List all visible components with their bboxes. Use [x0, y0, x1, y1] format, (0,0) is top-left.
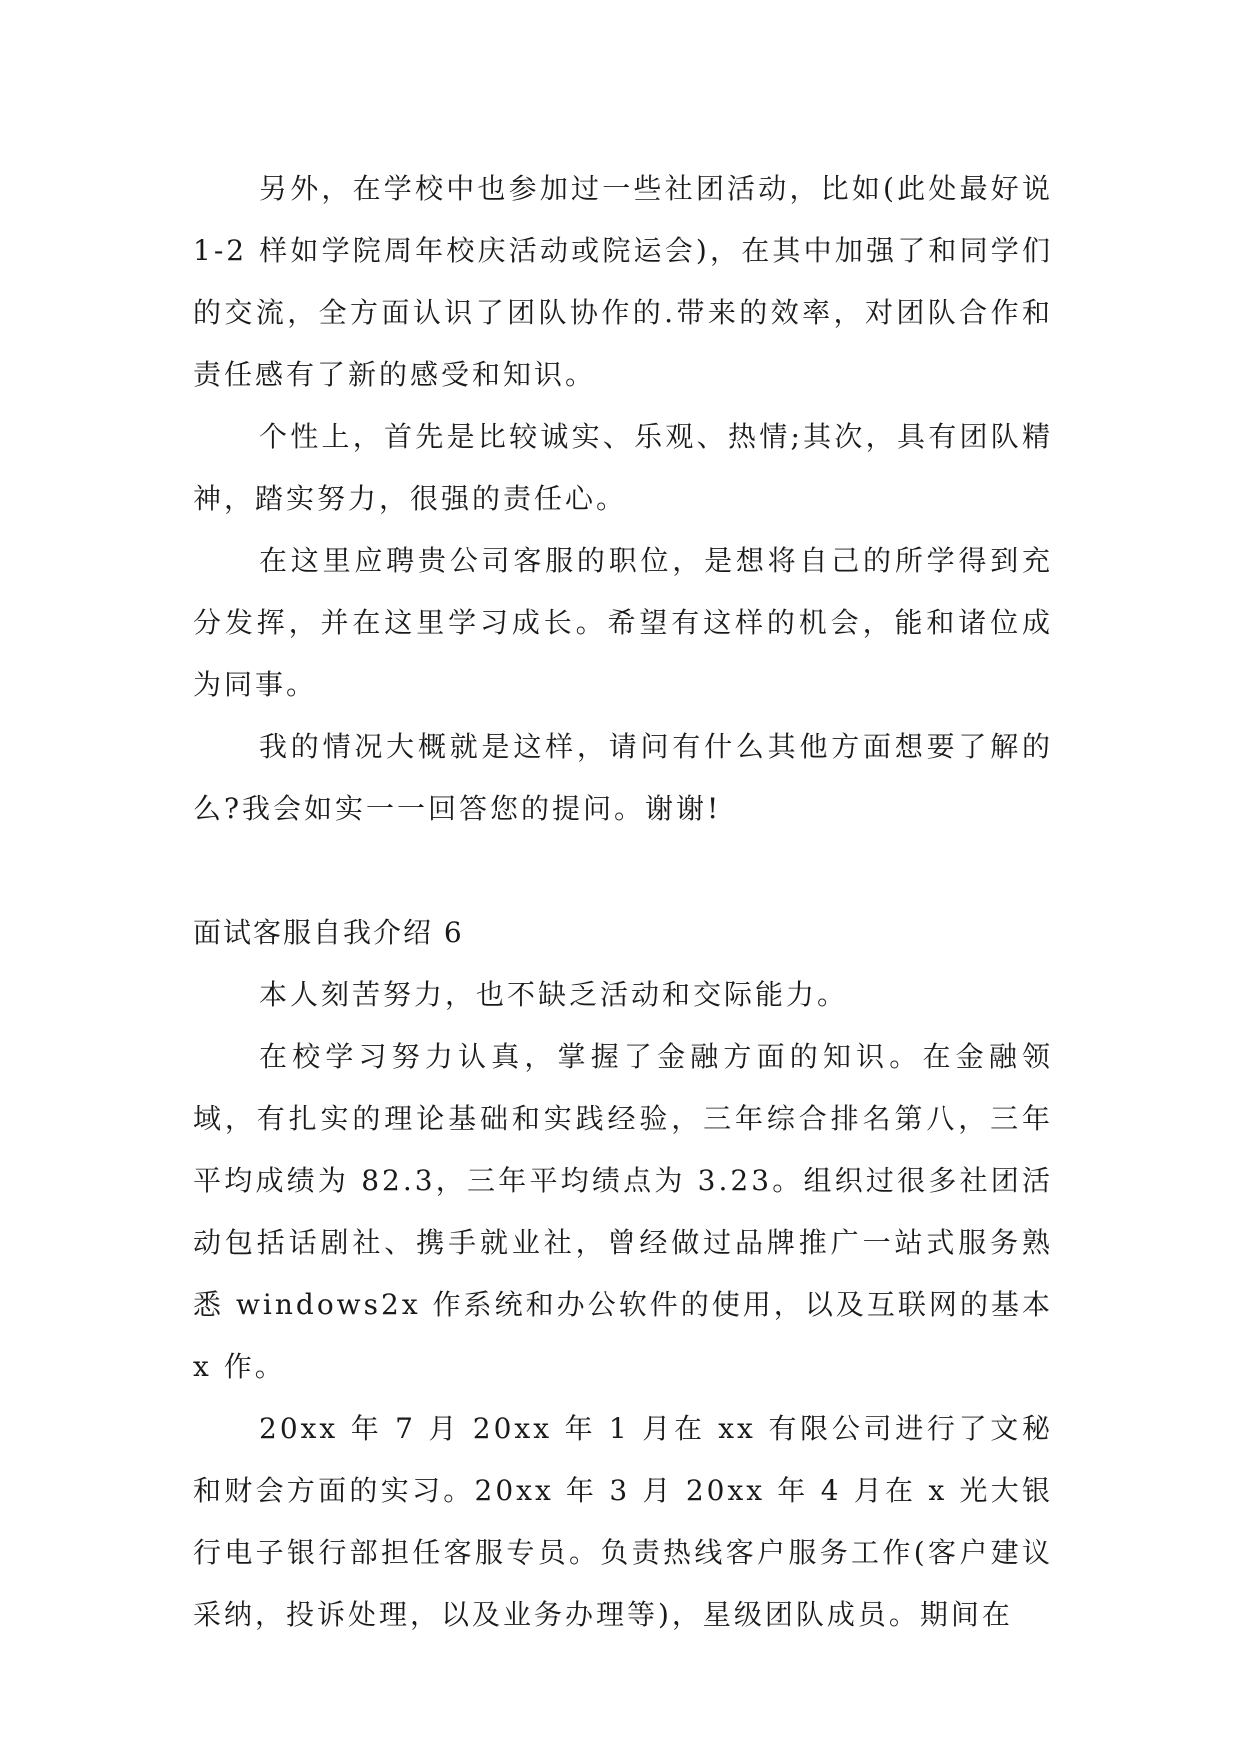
paragraph-motivation: 在这里应聘贵公司客服的职位，是想将自己的所学得到充分发挥，并在这里学习成长。希望有这样的机会，能和诸位成为同事。 [193, 544, 1053, 701]
paragraph-intro: 本人刻苦努力，也不缺乏活动和交际能力。 [259, 978, 849, 1011]
paragraph-experience: 20xx 年 7 月 20xx 年 1 月在 xx 有限公司进行了文秘和财会方面的实习。20xx 年 3 月 20xx 年 4 月在 x 光大银行电子银行部担任客服专员。负责热线客户服务工作(客户建议采纳，投诉处理，以及业务办理等)，星级团队成员。期间在 [193, 1412, 1053, 1631]
paragraph-personality: 个性上，首先是比较诚实、乐观、热情;其次，具有团队精神，踏实努力，很强的责任心。 [193, 420, 1053, 515]
paragraph-clubs: 另外，在学校中也参加过一些社团活动，比如(此处最好说 1-2 样如学院周年校庆活动或院运会)，在其中加强了和同学们的交流，全方面认识了团队协作的.带来的效率，对团队合作和责任感有了新的感受和知识。 [193, 172, 1053, 391]
paragraph-closing: 我的情况大概就是这样，请问有什么其他方面想要了解的么?我会如实一一回答您的提问。谢谢! [193, 730, 1053, 825]
document-page [193, 158, 1053, 1646]
paragraph-education: 在校学习努力认真，掌握了金融方面的知识。在金融领域，有扎实的理论基础和实践经验，三年综合排名第八，三年平均成绩为 82.3，三年平均绩点为 3.23。组织过很多社团活动包括话剧社、携手就业社，曾经做过品牌推广一站式服务熟悉 windows2x 作系统和办公软件的使用，以及互联网的基本 x 作。 [193, 1040, 1053, 1383]
section-title: 面试客服自我介绍 6 [193, 916, 464, 949]
